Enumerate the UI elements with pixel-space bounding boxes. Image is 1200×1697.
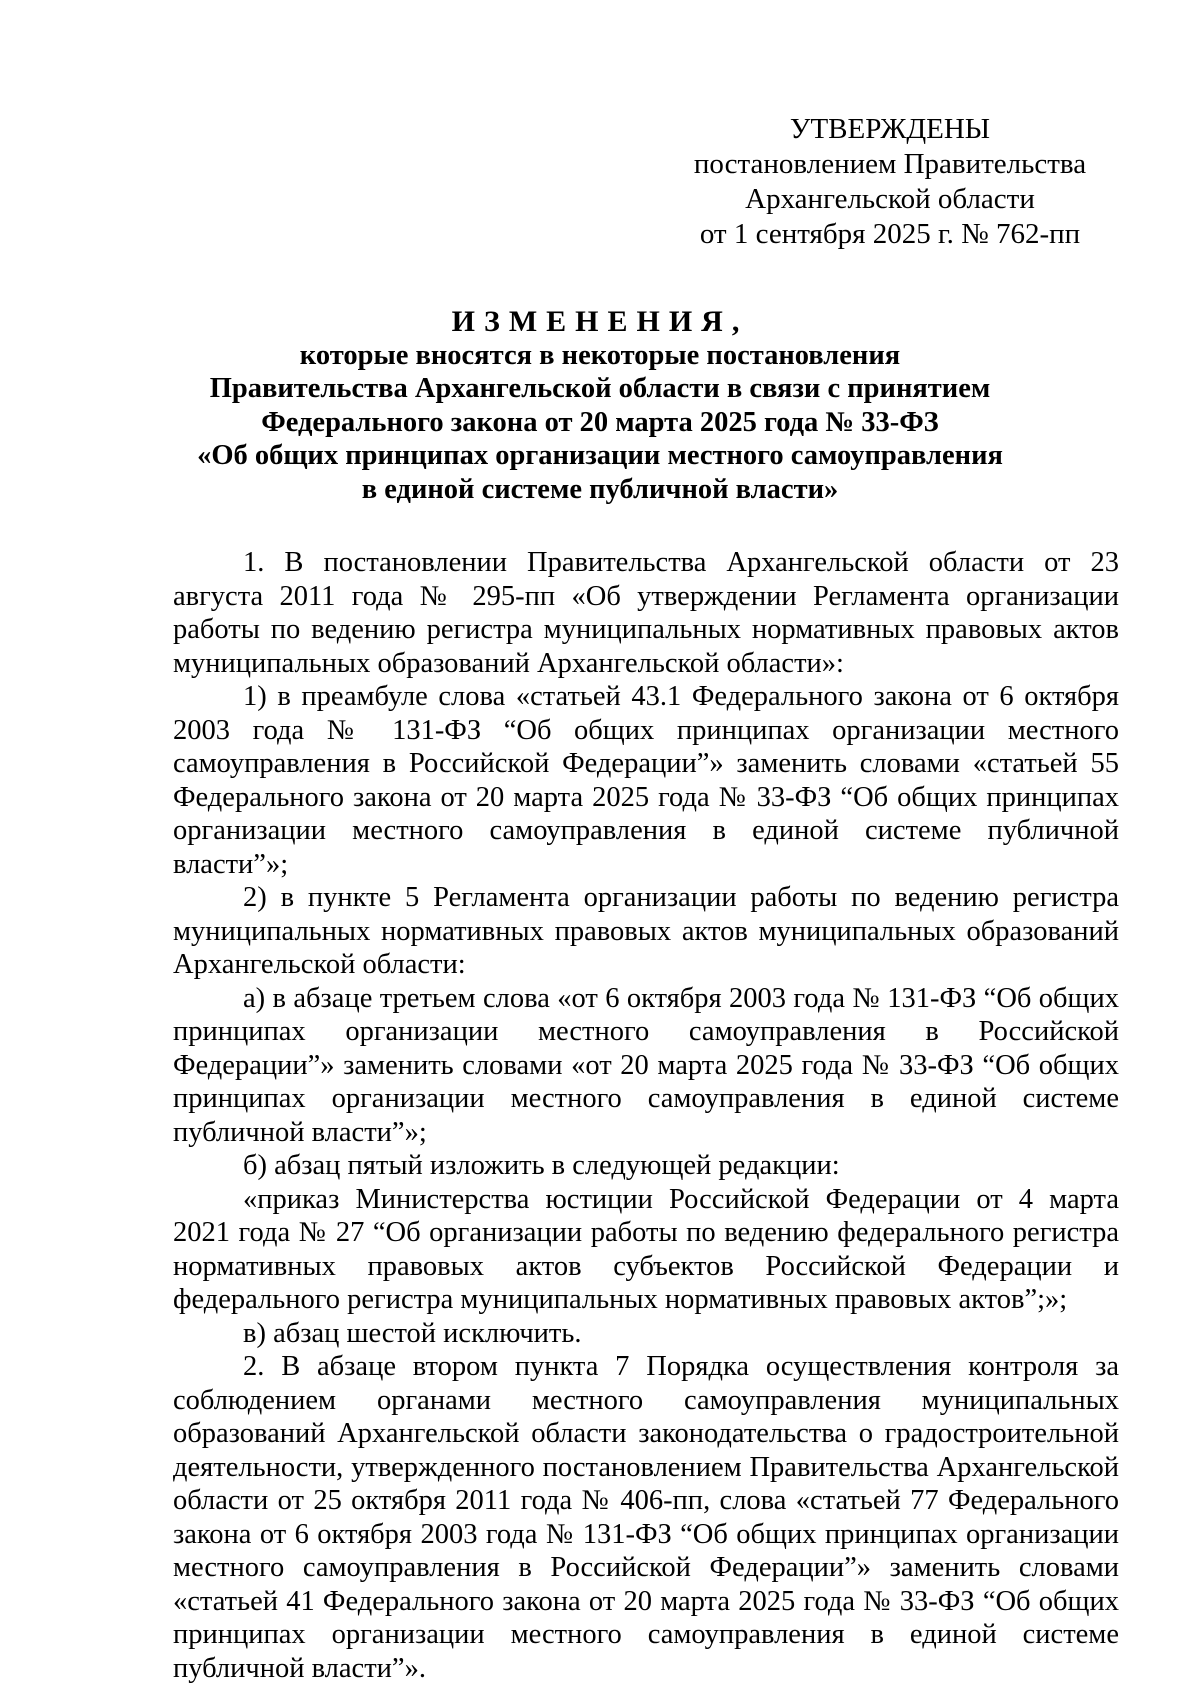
document-body	[173, 546, 1119, 1685]
approval-line-date-number: от 1 сентября 2025 г. № 762-пп	[699, 218, 1081, 250]
title-line: Федерального закона от 20 марта 2025 года № 33-ФЗ	[261, 406, 939, 438]
approval-line-resolution: постановлением Правительства	[693, 148, 1087, 180]
paragraph-quote: «приказ Министерства юстиции Российской Федерации от 4 марта 2021 года № 27 “Об организации работы по ведению федерального регистра нормативных правовых актов субъектов Российской Федерации и федерального регистра муниципальных нормативных правовых актов”;»;	[173, 1183, 1119, 1315]
title-heading: ИЗМЕНЕНИЯ,	[451, 305, 749, 338]
document-title	[150, 305, 1050, 506]
paragraph-1-2-b: б) абзац пятый изложить в следующей редакции:	[243, 1150, 840, 1181]
paragraph-1-2: 2) в пункте 5 Регламента организации работы по ведению регистра муниципальных нормативных правовых актов муниципальных образований Архангельской области:	[173, 882, 1119, 980]
approval-line-approved: УТВЕРЖДЕНЫ	[789, 113, 991, 145]
title-line: которые вносятся в некоторые постановления	[299, 339, 901, 371]
approval-line-region: Архангельской области	[745, 183, 1035, 215]
paragraph-1-2-v: в) абзац шестой исключить.	[243, 1317, 582, 1349]
paragraph-1-2-a: а) в абзаце третьем слова «от 6 октября 2003 года № 131-ФЗ “Об общих принципах организации местного самоуправления в Российской Федерации”» заменить словами «от 20 марта 2025 года № 33-ФЗ “Об общих принципах организации местного самоуправления в единой системе публичной власти”»;	[173, 982, 1119, 1148]
paragraph-1-1: 1) в преамбуле слова «статьей 43.1 Федерального закона от 6 октября 2003 года № 131-ФЗ “Об общих принципах организации местного самоуправления в Российской Федерации”» заменить словами «статьей 55 Федерального закона от 20 марта 2025 года № 33-ФЗ “Об общих принципах организации местного самоуправления в единой системе публичной власти”»;	[173, 681, 1119, 880]
paragraph-2: 2. В абзаце втором пункта 7 Порядка осуществления контроля за соблюдением органами местного самоуправления муниципальных образований Архангельской области законодательства о градостроительной деятельности, утвержденного постановлением Правительства Архангельской области от 25 октября 2011 года № 406-пп, слова «статьей 77 Федерального закона от 6 октября 2003 года № 131-ФЗ “Об общих принципах организации местного самоуправления в Российской Федерации”» заменить словами «статьей 41 Федерального закона от 20 марта 2025 года № 33-ФЗ “Об общих принципах организации местного самоуправления в единой системе публичной власти”».	[173, 1351, 1119, 1684]
approval-block	[690, 112, 1090, 252]
title-line: в единой системе публичной власти»	[361, 473, 839, 505]
paragraph-1: 1. В постановлении Правительства Архангельской области от 23 августа 2011 года № 295-пп «Об утверждении Регламента организации работы по ведению регистра муниципальных нормативных правовых актов муниципальных образований Архангельской области»:	[173, 547, 1119, 679]
title-line: Правительства Архангельской области в связи с принятием	[209, 373, 991, 404]
title-line: «Об общих принципах организации местного самоуправления	[197, 440, 1003, 471]
